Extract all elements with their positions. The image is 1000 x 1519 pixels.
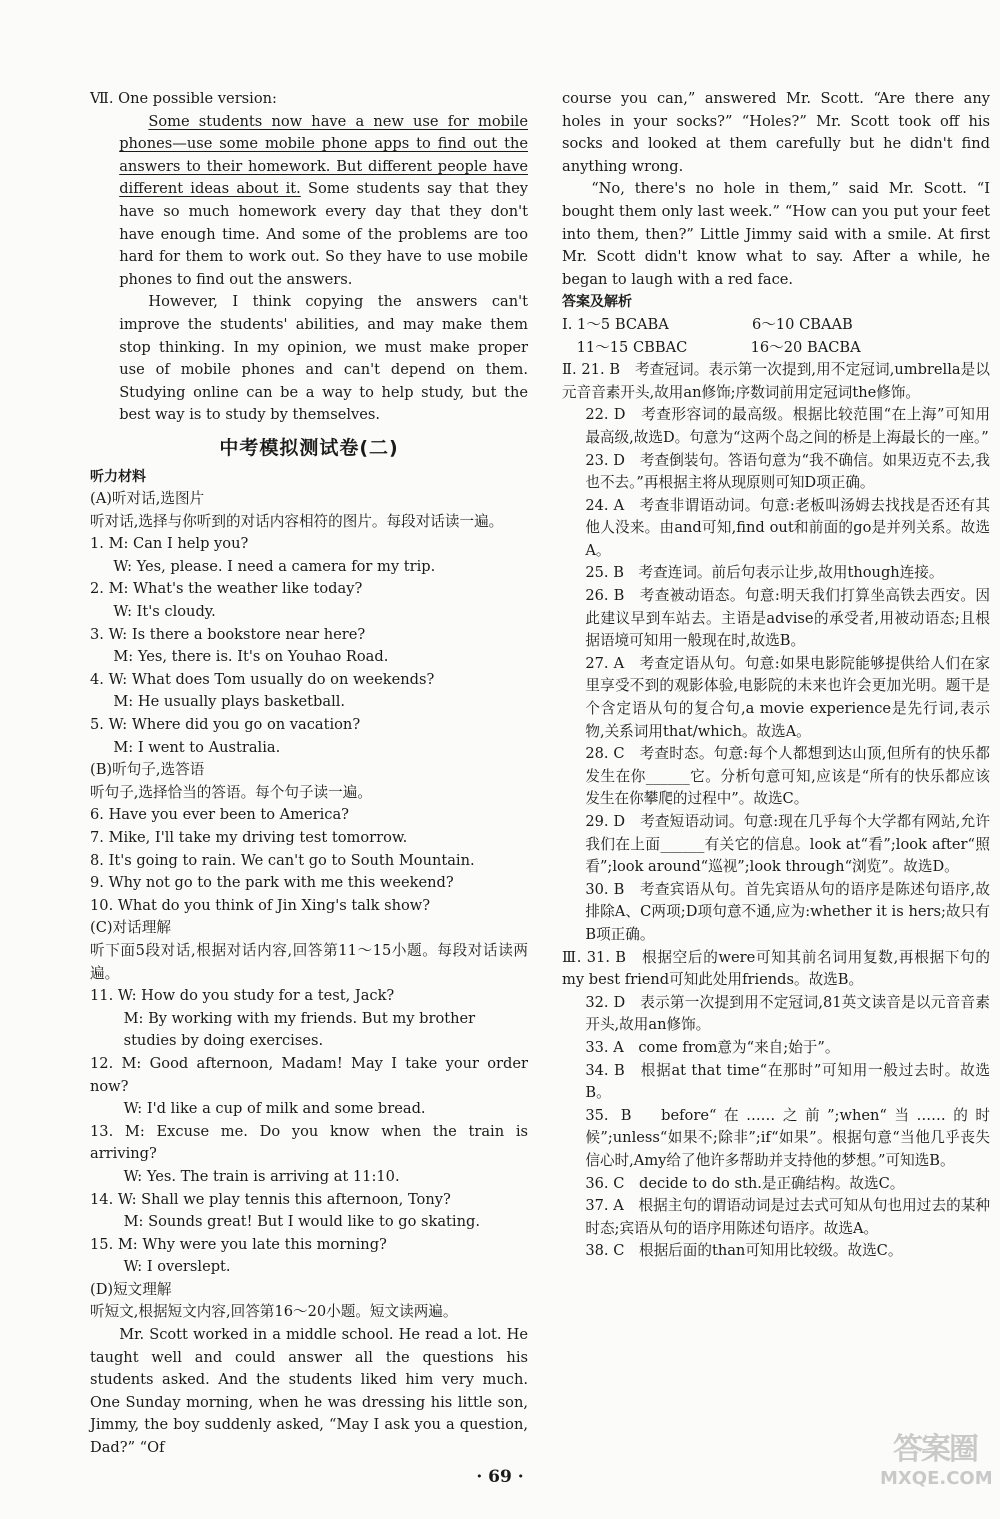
answer-item <box>562 653 990 743</box>
watermark-text: 答案圈 <box>893 1432 977 1467</box>
answer-number: 33. A <box>585 1038 624 1056</box>
watermark-logo <box>880 1432 993 1512</box>
answer-item <box>562 879 990 947</box>
right-column <box>562 88 990 1263</box>
page-number: · 69 · <box>476 1467 524 1487</box>
section-b-instructions: 听句子,选择恰当的答语。每个句子读一遍。 <box>90 783 372 801</box>
answer-key-cell: 11～15 CBBAC <box>576 338 688 356</box>
dialogue-line: 15. M: Why were you late this morning? <box>90 1235 387 1253</box>
section-vii-heading: Ⅶ. One possible version: <box>90 90 277 107</box>
answer-key-row <box>562 337 990 360</box>
answer-number: 38. C <box>585 1242 625 1260</box>
answer-explanation: come from意为“来自;始于”。 <box>638 1038 840 1056</box>
answer-explanation: 表示第一次提到用不定冠词,81英文读音是以元音音素开头,故用an修饰。 <box>585 993 990 1034</box>
answer-item <box>562 404 990 449</box>
answer-number: 23. D <box>585 451 626 469</box>
answer-explanation: decide to do sth.是正确结构。故选C。 <box>638 1174 905 1192</box>
dialogue-line: 4. W: What does Tom usually do on weekends? <box>90 670 435 688</box>
answer-item <box>562 495 990 563</box>
essay-underlined-text: Some students now have a new use for mobile phones—use some mobile phone apps to find out the answers to their homework. But different people have different ideas about it. <box>119 112 528 198</box>
answer-number: 29. D <box>585 813 626 830</box>
essay-text: Some students say that they have so much homework every day that they don't have enough time. And some of the problems are too hard for them to work out. So they have to use mobile phones to find out the answers. <box>119 180 528 288</box>
answer-item <box>562 743 990 811</box>
sentence-line: 8. It's going to rain. We can't go to South Mountain. <box>90 851 475 869</box>
answer-explanation: 根据主句的谓语动词是过去式可知从句也用过去的某种时态;宾语从句的语序用陈述句语序。故选A。 <box>585 1197 990 1237</box>
answer-item <box>562 450 990 495</box>
answer-explanation: 根据at that time“在那时”可知用一般过去时。故选B。 <box>585 1061 990 1102</box>
watermark-url: MXQE.COM <box>880 1468 993 1489</box>
sentence-line: 7. Mike, I'll take my driving test tomorrow. <box>90 829 408 846</box>
answer-number: 30. B <box>585 880 625 898</box>
answer-explanation: 根据空后的were可知其前名词用复数,再根据下句的my best friend可知此处用friends。故选B。 <box>562 948 990 989</box>
answer-explanation: 考查时态。句意:每个人都想到达山顶,但所有的快乐都发生在你______它。分析句意可知,应该是“所有的快乐都应该发生在你攀爬的过程中”。故选C。 <box>585 745 990 808</box>
answer-number: 36. C <box>585 1174 625 1192</box>
section-a-instructions: 听对话,选择与你听到的对话内容相符的图片。每段对话读一遍。 <box>90 512 504 530</box>
answer-explanation: 根据后面的than可知用比较级。故选C。 <box>638 1242 903 1260</box>
dialogue-line: 12. M: Good afternoon, Madam! May I take your order now? <box>90 1054 528 1095</box>
answer-number: 22. D <box>585 406 626 424</box>
answer-key-cell: 16～20 BACBA <box>750 338 861 356</box>
dialogue-line: W: I overslept. <box>123 1258 231 1276</box>
story-paragraph-1: Mr. Scott worked in a middle school. He read a lot. He taught well and could answer all the questions his students asked. And the students liked him very much. One Sunday morning, when he was dressing his little son, Jimmy, the boy suddenly asked, “May I ask you a question, Dad?” “Of <box>90 1326 528 1457</box>
answer-item <box>562 1240 990 1263</box>
answer-explanation: 考查倒装句。答语句意为“我不确信。如果迈克不去,我也不去。”再根据主将从现原则可知D项正确。 <box>585 451 990 492</box>
answer-key-cell: 6～10 CBAAB <box>752 315 853 333</box>
story-paragraph-2: “No, there's no hole in them,” said Mr. Scott. “I bought them only last week.” “How can you put your feet into them, then?” Little Jimmy said with a smile. At first Mr. Scott didn't know what to say. After a while, he began to laugh with a red face. <box>562 180 990 288</box>
dialogue-line: 14. W: Shall we play tennis this afternoon, Tony? <box>90 1190 451 1208</box>
answer-explanation: before“在……之前”;when“当……的时候”;unless“如果不;除非”;if“如果”。根据句意“当他几乎丧失信心时,Amy给了他许多帮助并支持他的梦想。”可知选B。 <box>585 1106 990 1169</box>
story-continuation: course you can,” answered Mr. Scott. “Are there any holes in your socks?” “Holes?” Mr. Scott took off his socks and looked at them carefully but he didn't find anything wrong. <box>562 90 990 175</box>
dialogue-line: W: It's cloudy. <box>113 603 216 621</box>
answer-item <box>562 1105 990 1173</box>
answer-key-section-i <box>562 314 990 359</box>
answers-heading: 答案及解析 <box>562 294 632 311</box>
left-column <box>90 88 528 1460</box>
answer-number: 32. D <box>585 993 626 1011</box>
section-a-dialogues <box>90 533 528 759</box>
answer-number: 37. A <box>585 1197 624 1215</box>
answer-item <box>562 992 990 1037</box>
dialogue-line: 3. W: Is there a bookstore near here? <box>90 625 366 643</box>
answer-item <box>562 811 990 879</box>
section-c-heading: (C)对话理解 <box>90 919 171 937</box>
dialogue-line: 5. W: Where did you go on vacation? <box>90 716 361 734</box>
answer-number: 34. B <box>585 1061 625 1079</box>
section-d-heading: (D)短文理解 <box>90 1280 172 1298</box>
dialogue-line: M: He usually plays basketball. <box>113 693 346 711</box>
answer-item <box>562 585 990 653</box>
essay-paragraph-1 <box>90 111 528 292</box>
essay-paragraph-2: However, I think copying the answers can't improve the students' abilities, and may make them stop thinking. In my opinion, we must make proper use of mobile phones and can't depend on them. Studying online can be a way to help study, but the best way is to study by themselves. <box>119 293 528 424</box>
dialogue-line: 11. W: How do you study for a test, Jack? <box>90 987 395 1005</box>
section-a-heading: (A)听对话,选图片 <box>90 490 205 508</box>
section-c-dialogues <box>90 985 528 1279</box>
answer-item <box>562 1060 990 1105</box>
answer-item <box>562 1195 990 1240</box>
dialogue-line: W: Yes. The train is arriving at 11:10. <box>123 1167 400 1185</box>
dialogue-line: M: By working with my friends. But my brother studies by doing exercises. <box>123 1009 476 1050</box>
answer-number: Ⅲ. 31. B <box>562 948 627 966</box>
answer-explanation: 考查连词。前后句表示让步,故用though连接。 <box>638 564 944 582</box>
answer-number: 24. A <box>585 496 625 514</box>
dialogue-line: M: Yes, there is. It's on Youhao Road. <box>113 648 389 666</box>
section-d-instructions: 听短文,根据短文内容,回答第16～20小题。短文读两遍。 <box>90 1303 458 1321</box>
answer-number: 27. A <box>585 654 625 672</box>
answer-item <box>562 1173 990 1196</box>
dialogue-line: M: Sounds great! But I would like to go skating. <box>123 1213 480 1231</box>
answer-explanations-ii <box>562 359 990 946</box>
answer-key-row <box>562 314 990 337</box>
answer-item <box>562 947 990 992</box>
answer-item <box>562 359 990 404</box>
answer-explanation: 考查形容词的最高级。根据比较范围“在上海”可知用最高级,故选D。句意为“这两个岛之间的桥是上海最长的一座。” <box>585 406 990 446</box>
answer-number: Ⅱ. 21. B <box>562 361 621 379</box>
dialogue-line: 1. M: Can I help you? <box>90 535 249 553</box>
answer-item <box>562 562 990 585</box>
exam-title: 中考模拟测试卷(二) <box>219 436 399 459</box>
answer-explanations-iii <box>562 947 990 1263</box>
dialogue-line: W: I'd like a cup of milk and some bread. <box>123 1100 426 1118</box>
answer-explanation: 考查被动语态。句意:明天我们打算坐高铁去西安。因此建议早到车站去。主语是advise的承受者,用被动语态;且根据语境可知用一般现在时,故选B。 <box>585 587 990 650</box>
dialogue-line: 13. M: Excuse me. Do you know when the train is arriving? <box>90 1122 528 1163</box>
listening-heading: 听力材料 <box>90 468 146 485</box>
section-c-instructions: 听下面5段对话,根据对话内容,回答第11～15小题。每段对话读两遍。 <box>90 941 528 982</box>
answer-explanation: 考查短语动词。句意:现在几乎每个大学都有网站,允许我们在上面______有关它的信息。look at“看”;look after“照看”;look around“巡视”;look through“浏览”。故选D。 <box>585 813 990 876</box>
dialogue-line: 2. M: What's the weather like today? <box>90 580 363 598</box>
sentence-line: 6. Have you ever been to America? <box>90 806 350 824</box>
section-b-sentences <box>90 804 528 917</box>
answer-key-cell: Ⅰ. 1～5 BCABA <box>562 315 669 333</box>
answer-number: 28. C <box>585 745 625 763</box>
sentence-line: 9. Why not go to the park with me this weekend? <box>90 874 454 892</box>
answer-explanation: 考查非谓语动词。句意:老板叫汤姆去找找是否还有其他人没来。由and可知,find out和前面的go是并列关系。故选A。 <box>585 496 990 559</box>
answer-number: 25. B <box>585 564 624 582</box>
dialogue-line: M: I went to Australia. <box>113 738 281 756</box>
dialogue-line: W: Yes, please. I need a camera for my trip. <box>113 557 436 575</box>
section-b-heading: (B)听句子,选答语 <box>90 761 205 779</box>
answer-explanation: 考查宾语从句。首先宾语从句的语序是陈述句语序,故排除A、C两项;D项句意不通,应为:whether it is hers;故只有B项正确。 <box>585 880 990 943</box>
sentence-line: 10. What do you think of Jin Xing's talk show? <box>90 896 431 914</box>
answer-explanation: 考查冠词。表示第一次提到,用不定冠词,umbrella是以元音音素开头,故用an修饰;序数词前用定冠词the修饰。 <box>562 361 990 401</box>
answer-item <box>562 1037 990 1060</box>
answer-explanation: 考查定语从句。句意:如果电影院能够提供给人们在家里享受不到的观影体验,电影院的未来也许会更加光明。题干是个含定语从句的复合句,a movie experience是先行词,表示物,关系词用that/which。故选A。 <box>585 654 990 740</box>
answer-number: 26. B <box>585 587 625 605</box>
answer-number: 35. B <box>585 1106 632 1124</box>
